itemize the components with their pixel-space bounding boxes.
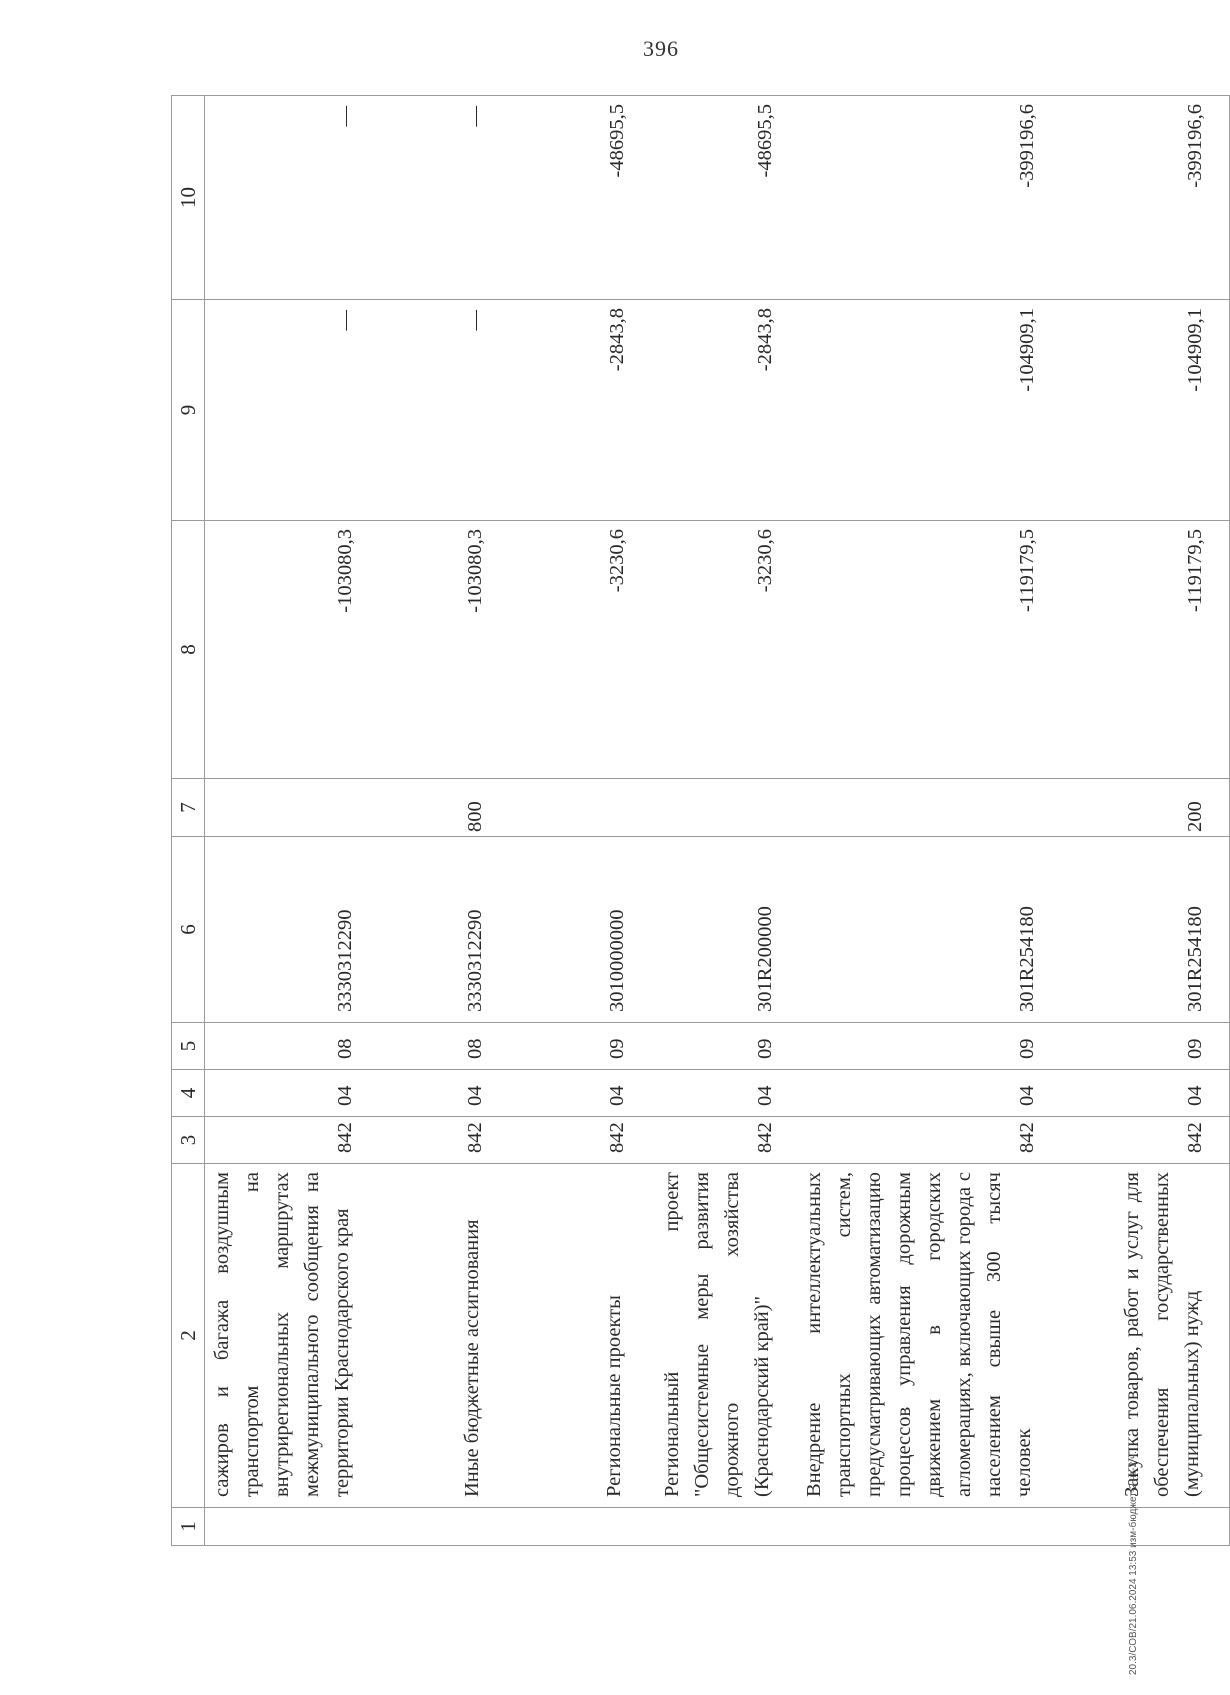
cell-amount-3: -399196,6 — [1061, 96, 1229, 300]
cell-amount-2: -104909,1 — [1061, 300, 1229, 521]
cell-amount-3: -399196,6 — [799, 96, 1061, 300]
cell-section: 04 — [651, 1070, 799, 1117]
row-name-text: Иные бюджетные ассигнования — [461, 1219, 483, 1497]
row-name — [1061, 1164, 1229, 1508]
row-name-text: Внедрение интеллектуальных транспортных систем, предусматривающих автоматизацию процессов управления дорожным движением в городских агломерациях, включающих города с населением свыше 300 тысяч человек — [803, 1172, 1035, 1497]
cell-subsection: 09 — [509, 1023, 651, 1070]
header-row — [172, 96, 205, 1546]
cell-subsection: 09 — [799, 1023, 1061, 1070]
cell-subsection: 09 — [1061, 1023, 1229, 1070]
cell-target-article: 301R254180 — [1061, 837, 1229, 1023]
row-name — [509, 1164, 651, 1508]
cell-grbs: 842 — [205, 1117, 382, 1164]
cell-section: 04 — [381, 1070, 509, 1117]
col-header-4: 4 — [172, 1070, 205, 1117]
budget-table — [171, 95, 1230, 1546]
page-number: 396 — [643, 36, 679, 61]
col-header-9: 9 — [172, 300, 205, 521]
cell-index — [1061, 1508, 1229, 1546]
cell-grbs: 842 — [651, 1117, 799, 1164]
cell-subsection: 09 — [651, 1023, 799, 1070]
cell-index — [651, 1508, 799, 1546]
col-header-10: 10 — [172, 96, 205, 300]
footer-code: 20.3/СОВ/21.06.2024 13:53 изм-бюджет-2 чт-2 ч. — [1128, 1451, 1139, 1675]
table-row — [205, 96, 382, 1546]
row-name-text: сажиров и багажа воздушным транспортом на внутрирегиональных маршрутах межмуниципального сообщения на территории Краснодарского края — [211, 1172, 353, 1497]
cell-amount-3: — — [381, 96, 509, 300]
row-name — [799, 1164, 1061, 1508]
cell-expense-type — [799, 779, 1061, 837]
cell-amount-3: -48695,5 — [509, 96, 651, 300]
row-name — [381, 1164, 509, 1508]
col-header-3: 3 — [172, 1117, 205, 1164]
cell-amount-1: -3230,6 — [509, 521, 651, 779]
cell-target-article: 301R200000 — [651, 837, 799, 1023]
cell-amount-3: — — [205, 96, 382, 300]
row-name — [651, 1164, 799, 1508]
cell-section: 04 — [205, 1070, 382, 1117]
cell-expense-type: 200 — [1061, 779, 1229, 837]
row-name-text: Региональный проект "Общесистемные меры развития дорожного хозяйства (Краснодарский край)" — [661, 1172, 773, 1497]
cell-amount-2: — — [205, 300, 382, 521]
cell-index — [381, 1508, 509, 1546]
cell-section: 04 — [1061, 1070, 1229, 1117]
col-header-8: 8 — [172, 521, 205, 779]
cell-index — [799, 1508, 1061, 1546]
table-row — [381, 96, 509, 1546]
cell-grbs: 842 — [799, 1117, 1061, 1164]
cell-amount-2: -104909,1 — [799, 300, 1061, 521]
cell-subsection: 08 — [381, 1023, 509, 1070]
cell-amount-2: -2843,8 — [651, 300, 799, 521]
row-name-text: Региональные проекты — [603, 1295, 625, 1497]
cell-subsection: 08 — [205, 1023, 382, 1070]
cell-amount-1: -119179,5 — [799, 521, 1061, 779]
cell-grbs: 842 — [381, 1117, 509, 1164]
cell-amount-1: -103080,3 — [381, 521, 509, 779]
cell-section: 04 — [799, 1070, 1061, 1117]
cell-amount-2: — — [381, 300, 509, 521]
cell-amount-1: -119179,5 — [1061, 521, 1229, 779]
cell-grbs: 842 — [1061, 1117, 1229, 1164]
col-header-1: 1 — [172, 1508, 205, 1546]
col-header-6: 6 — [172, 837, 205, 1023]
row-name-text: Закупка товаров, работ и услуг для обеспечения государственных (муниципальных) нужд — [1120, 1172, 1203, 1497]
cell-index — [205, 1508, 382, 1546]
cell-target-article: 3010000000 — [509, 837, 651, 1023]
col-header-5: 5 — [172, 1023, 205, 1070]
col-header-7: 7 — [172, 779, 205, 837]
cell-section: 04 — [509, 1070, 651, 1117]
cell-amount-2: -2843,8 — [509, 300, 651, 521]
cell-amount-1: -3230,6 — [651, 521, 799, 779]
cell-target-article: 3330312290 — [205, 837, 382, 1023]
cell-expense-type — [205, 779, 382, 837]
cell-amount-3: -48695,5 — [651, 96, 799, 300]
table-row — [799, 96, 1061, 1546]
cell-grbs: 842 — [509, 1117, 651, 1164]
row-name — [205, 1164, 382, 1508]
col-header-2: 2 — [172, 1164, 205, 1508]
cell-index — [509, 1508, 651, 1546]
cell-expense-type: 800 — [381, 779, 509, 837]
cell-expense-type — [651, 779, 799, 837]
table-row — [1061, 96, 1229, 1546]
table-row — [651, 96, 799, 1546]
cell-amount-1: -103080,3 — [205, 521, 382, 779]
cell-target-article: 301R254180 — [799, 837, 1061, 1023]
cell-target-article: 3330312290 — [381, 837, 509, 1023]
table-row — [509, 96, 651, 1546]
cell-expense-type — [509, 779, 651, 837]
